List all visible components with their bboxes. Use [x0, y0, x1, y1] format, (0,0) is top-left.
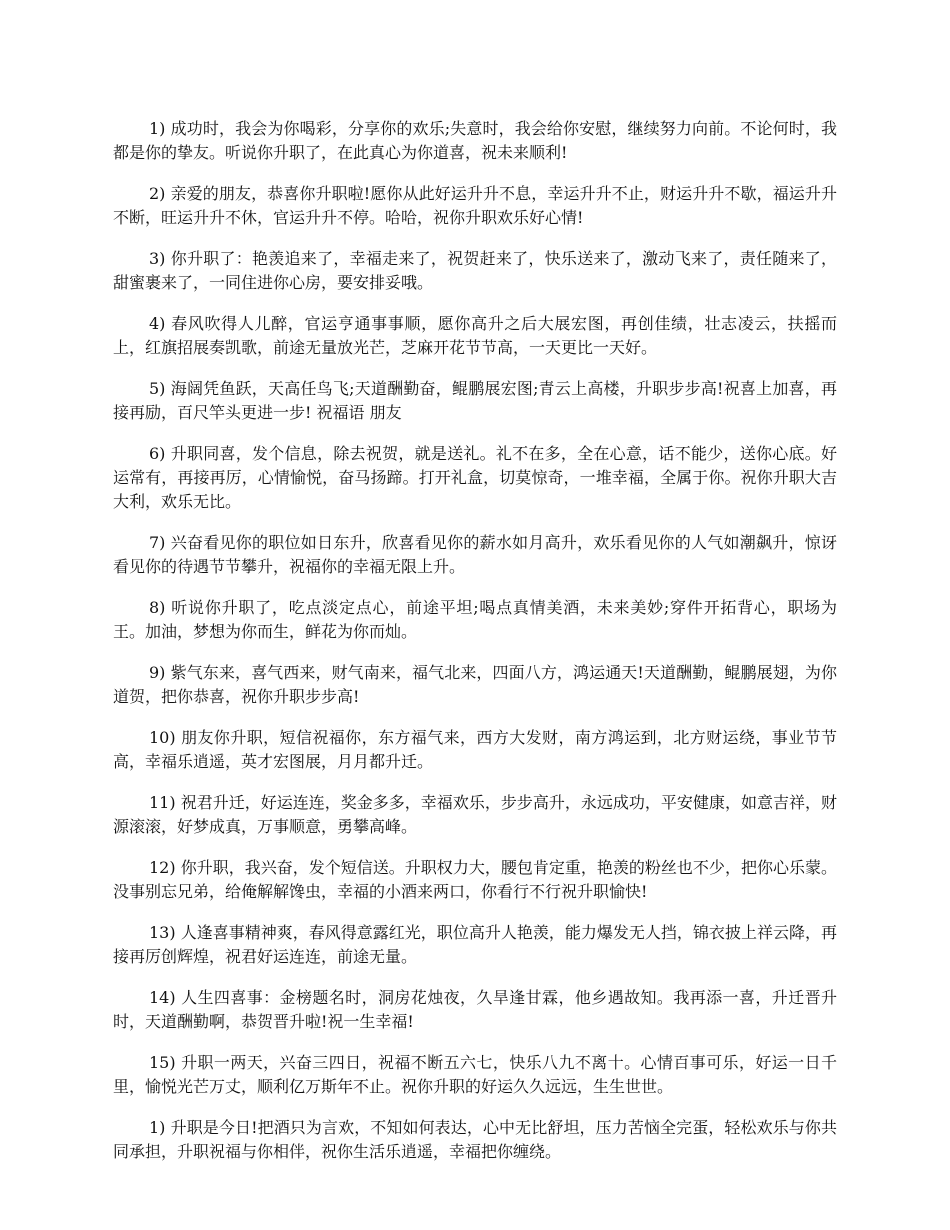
paragraph-2: 2) 亲爱的朋友，恭喜你升职啦!愿你从此好运升升不息，幸运升升不止，财运升升不歇，福运升升不断，旺运升升不休，官运升升不停。哈哈，祝你升职欢乐好心情! [113, 184, 837, 227]
paragraph-15: 15) 升职一两天，兴奋三四日，祝福不断五六七，快乐八九不离十。心情百事可乐，好运一日千里，愉悦光芒万丈，顺利亿万斯年不止。祝你升职的好运久久远远，生生世世。 [113, 1053, 837, 1096]
paragraph-7: 7) 兴奋看见你的职位如日东升，欣喜看见你的薪水如月高升，欢乐看见你的人气如潮飙升，惊讶看见你的待遇节节攀升，祝福你的幸福无限上升。 [113, 533, 837, 576]
paragraph-12: 12) 你升职，我兴奋，发个短信送。升职权力大，腰包肯定重，艳羡的粉丝也不少，把你心乐蒙。没事别忘兄弟，给俺解解馋虫，幸福的小酒来两口，你看行不行祝升职愉快! [113, 858, 837, 901]
paragraph-11: 11) 祝君升迁，好运连连，奖金多多，幸福欢乐，步步高升，永远成功，平安健康，如意吉祥，财源滚滚，好梦成真，万事顺意，勇攀高峰。 [113, 793, 837, 836]
paragraph-10: 10) 朋友你升职，短信祝福你，东方福气来，西方大发财，南方鸿运到，北方财运绕，事业节节高，幸福乐逍遥，英才宏图展，月月都升迁。 [113, 728, 837, 771]
paragraph-8: 8) 听说你升职了，吃点淡定点心，前途平坦;喝点真情美酒，未来美妙;穿件开拓背心，职场为王。加油，梦想为你而生，鲜花为你而灿。 [113, 598, 837, 641]
paragraph-4: 4) 春风吹得人儿醉，官运亨通事事顺，愿你高升之后大展宏图，再创佳绩，壮志凌云，扶摇而上，红旗招展奏凯歌，前途无量放光芒，芝麻开花节节高，一天更比一天好。 [113, 314, 837, 357]
paragraph-3: 3) 你升职了：艳羡追来了，幸福走来了，祝贺赶来了，快乐送来了，激动飞来了，责任随来了，甜蜜裹来了，一同住进你心房，要安排妥哦。 [113, 249, 837, 292]
paragraph-13: 13) 人逢喜事精神爽，春风得意露红光，职位高升人艳羡，能力爆发无人挡，锦衣披上祥云降，再接再厉创辉煌，祝君好运连连，前途无量。 [113, 923, 837, 966]
document-body [113, 117, 837, 1181]
paragraph-5: 5) 海阔凭鱼跃，天高任鸟飞;天道酬勤奋，鲲鹏展宏图;青云上高楼，升职步步高!祝喜上加喜，再接再励，百尺竿头更进一步! 祝福语 朋友 [113, 379, 837, 422]
paragraph-1: 1) 成功时，我会为你喝彩，分享你的欢乐;失意时，我会给你安慰，继续努力向前。不论何时，我都是你的挚友。听说你升职了，在此真心为你道喜，祝未来顺利! [113, 119, 837, 162]
paragraph-16: 1) 升职是今日!把酒只为言欢，不知如何表达，心中无比舒坦，压力苦恼全完蛋，轻松欢乐与你共同承担，升职祝福与你相伴，祝你生活乐逍遥，幸福把你缠绕。 [113, 1118, 837, 1161]
paragraph-14: 14) 人生四喜事：金榜题名时，洞房花烛夜，久旱逢甘霖，他乡遇故知。我再添一喜，升迁晋升时，天道酬勤啊，恭贺晋升啦!祝一生幸福! [113, 988, 837, 1031]
paragraph-6: 6) 升职同喜，发个信息，除去祝贺，就是送礼。礼不在多，全在心意，话不能少，送你心底。好运常有，再接再厉，心情愉悦，奋马扬蹄。打开礼盒，切莫惊奇，一堆幸福，全属于你。祝你升职大吉大利，欢乐无比。 [113, 444, 837, 511]
paragraph-9: 9) 紫气东来，喜气西来，财气南来，福气北来，四面八方，鸿运通天!天道酬勤，鲲鹏展翅，为你道贺，把你恭喜，祝你升职步步高! [113, 663, 837, 706]
